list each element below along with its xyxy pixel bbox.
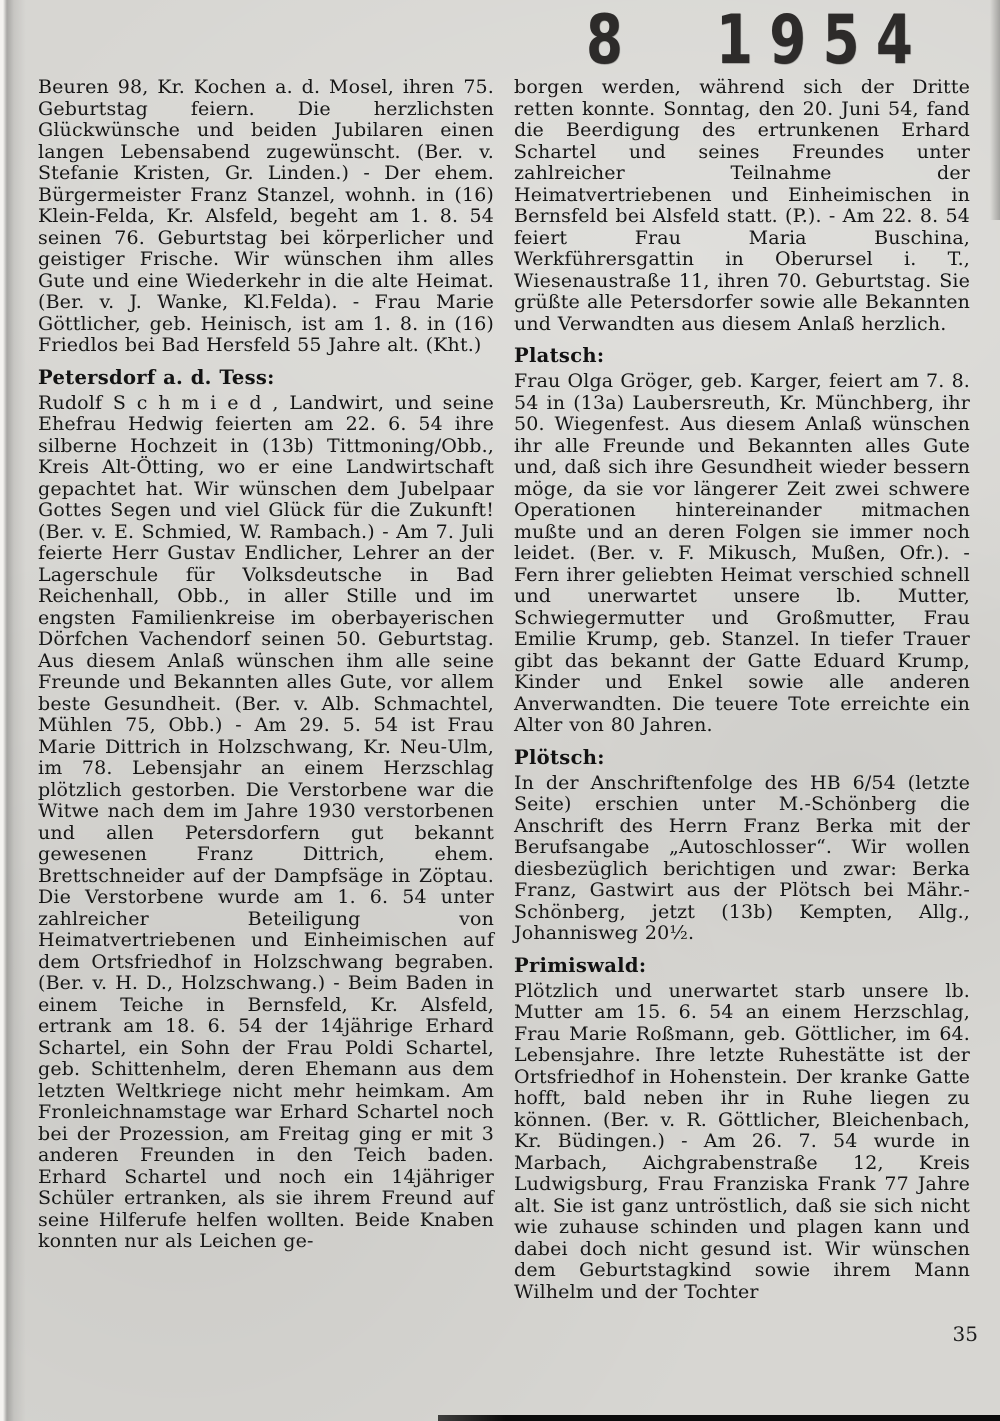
scan-edge-artifact xyxy=(438,1415,1000,1421)
section-heading-ploetsch: Plötsch: xyxy=(514,745,605,769)
left-column xyxy=(38,77,494,1253)
left-intro-paragraph: Beuren 98, Kr. Kochen a. d. Mosel, ihren 75. Geburtstag feiern. Die herzlichsten Glückwünsche und beiden Jubilaren einen langen Lebensabend zugewünscht. (Ber. v. Stefanie Kristen, Gr. Linden.) - Der ehem. Bürgermeister Franz Stanzel, wohnh. in (16) Klein-Felda, Kr. Alsfeld, begeht am 1. 8. 54 seinen 76. Geburtstag bei körperlicher und geistiger Frische. Wir wünschen ihm alles Gute und eine Wiederkehr in die alte Heimat. (Ber. v. J. Wanke, Kl.Felda). - Frau Marie Göttlicher, geb. Heinisch, ist am 1. 8. in (16) Friedlos bei Bad Hersfeld 55 Jahre alt. (Kht.) xyxy=(38,76,494,356)
issue-number: 8 xyxy=(586,1,623,80)
section-heading-platsch: Platsch: xyxy=(514,344,605,367)
platsch-paragraph: Frau Olga Gröger, geb. Karger, feiert am 7. 8. 54 in (13a) Laubersreuth, Kr. Münchberg, ihr 50. Wiegenfest. Aus diesem Anlaß wünschen ihr alle Freunde und Bekannten alles Gute und, daß sich ihre Gesundheit wieder bessern möge, da sie vor längerer Zeit zwei schwere Operationen hintereinander mitmachen mußte und an deren Folgen sie immer noch leidet. (Ber. v. F. Mikusch, Mußen, Ofr.). - Fern ihrer geliebten Heimat verschied schnell und unerwartet unsere lb. Mutter, Schwiegermutter und Großmutter, Frau Emilie Krump, geb. Stanzel. In tiefer Trauer gibt das bekannt der Gatte Eduard Krump, Kinder und Enkel sowie alle anderen Anverwandten. Die teuere Tote erreichte ein Alter von 80 Jahren. xyxy=(514,370,970,736)
primiswald-paragraph: Plötzlich und unerwartet starb unsere lb. Mutter am 15. 6. 54 an einem Herzschlag, Frau Marie Roßmann, geb. Göttlicher, im 64. Lebensjahre. Ihre letzte Ruhestätte ist der Ortsfriedhof in Hohenstein. Der kranke Gatte hofft, bald neben ihr in Ruhe liegen zu können. (Ber. v. R. Göttlicher, Bleichenbach, Kr. Büdingen.) - Am 26. 7. 54 wurde in Marbach, Aichgrabenstraße 12, Kreis Ludwigsburg, Frau Franziska Frank 77 Jahre alt. Sie ist ganz untröstlich, daß sie sich nicht wie zuhause schinden und plagen kann und dabei doch nicht gesund ist. Wir wünschen dem Geburtstagkind sowie ihrem Mann Wilhelm und der Tochter xyxy=(514,979,970,1303)
section-heading-primiswald: Primiswald: xyxy=(514,953,647,977)
section-heading-petersdorf: Petersdorf a. d. Tess: xyxy=(38,365,275,389)
ploetsch-paragraph: In der Anschriftenfolge des HB 6/54 (letzte Seite) erschien unter M.-Schönberg die Anschrift des Herrn Franz Berka mit der Berufsangabe „Autoschlosser“. Wir wollen diesbezüglich berichtigen und zwar: Berka Franz, Gastwirt aus der Plötsch bei Mähr.-Schönberg, jetzt (13b) Kempten, Allg., Johannisweg 20½. xyxy=(514,771,970,944)
page-number: 35 xyxy=(952,1322,978,1346)
issue-year: 1954 xyxy=(716,1,930,80)
petersdorf-paragraph: Rudolf S c h m i e d , Landwirt, und seine Ehefrau Hedwig feierten am 22. 6. 54 ihre silberne Hochzeit in (13b) Tittmoning/Obb., Kreis Alt-Ötting, wo er eine Landwirtschaft gepachtet hat. Wir wünschen dem Jubelpaar Gottes Segen und viel Glück für die Zukunft! (Ber. v. E. Schmied, W. Rambach.) - Am 7. Juli feierte Herr Gustav Endlicher, Lehrer an der Lagerschule für Volksdeutsche in Bad Reichenhall, Obb., in aller Stille und im engsten Familienkreise im oberbayerischen Dörfchen Vachendorf seinen 50. Geburtstag. Aus diesem Anlaß wünschen ihm alle seine Freunde und Bekannten alles Gute, vor allem beste Gesundheit. (Ber. v. Alb. Schmachtel, Mühlen 75, Obb.) - Am 29. 5. 54 ist Frau Marie Dittrich in Holzschwang, Kr. Neu-Ulm, im 78. Lebensjahr an einem Herzschlag plötzlich gestorben. Die Verstorbene war die Witwe nach dem im Jahre 1930 verstorbenen und allen Petersdorfern gut bekannt gewesenen Franz Dittrich, ehem. Brettschneider auf der Dampfsäge in Zöptau. Die Verstorbene wurde am 1. 6. 54 unter zahlreicher Beteiligung von Heimatvertriebenen und Einheimischen auf dem Ortsfriedhof in Holzschwang begraben. (Ber. v. H. D., Holzschwang.) - Beim Baden in einem Teiche in Bernsfeld, Kr. Alsfeld, ertrank am 18. 6. 54 der 14jährige Erhard Schartel, ein Sohn der Frau Poldi Schartel, geb. Schittenhelm, deren Ehemann aus dem letzten Weltkriege nicht mehr heimkam. Am Fronleichnamstage war Erhard Schartel noch bei der Prozession, am Freitag ging er mit 3 anderen Freunden in den Teich baden. Erhard Schartel und noch ein 14jähriger Schüler ertranken, als sie ihrem Freund auf seine Hilferufe helfen wollten. Beide Knaben konnten nur als Leichen ge- xyxy=(38,391,494,1252)
right-column xyxy=(514,77,970,1303)
page-header xyxy=(0,1,1000,80)
right-intro-paragraph: borgen werden, während sich der Dritte retten konnte. Sonntag, den 20. Juni 54, fand die Beerdigung des ertrunkenen Erhard Schartel und seines Freundes unter zahlreicher Teilnahme der Heimatvertriebenen und Einheimischen in Bernsfeld bei Alsfeld statt. (P.). - Am 22. 8. 54 feiert Frau Maria Buschina, Werkführersgattin in Oberursel i. T., Wiesenaustraße 11, ihren 70. Geburtstag. Sie grüßte alle Petersdorfer sowie alle Bekannten und Verwandten aus diesem Anlaß herzlich. xyxy=(514,76,970,335)
